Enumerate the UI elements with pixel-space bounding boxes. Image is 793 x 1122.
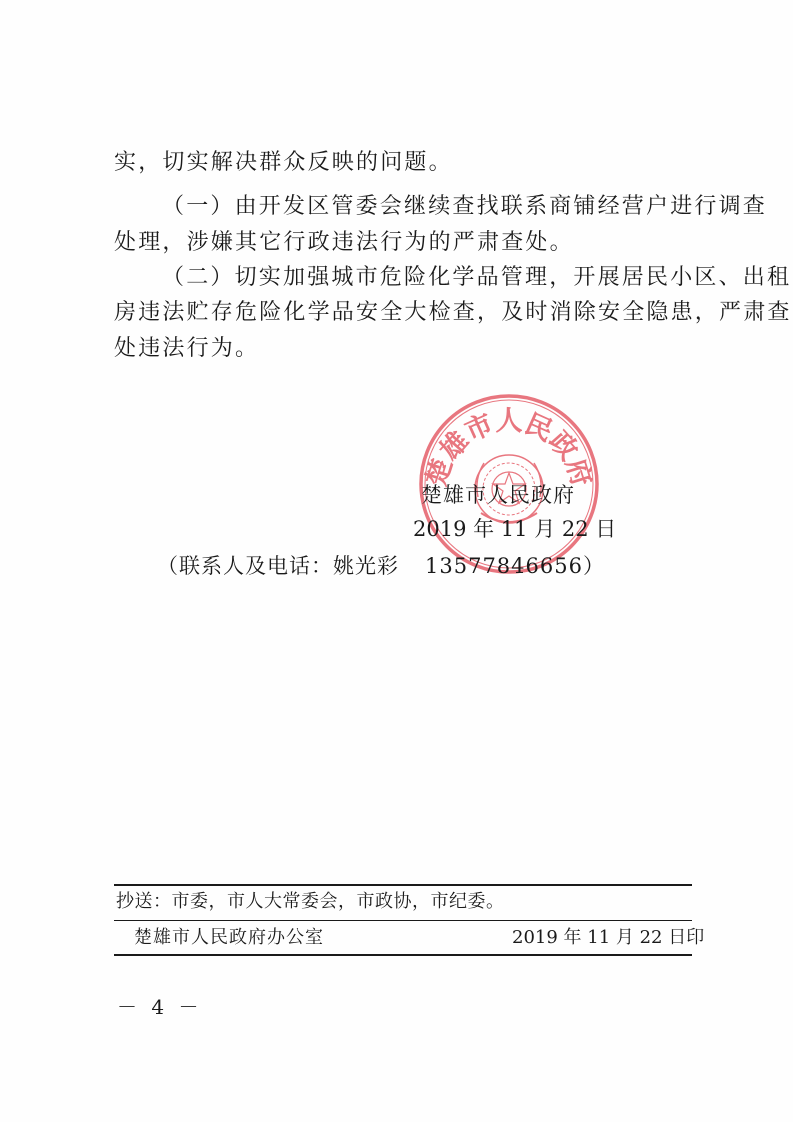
body-line-3: 处理，涉嫌其它行政违法行为的严肃查处。 xyxy=(114,230,574,255)
contact-prefix: （联系人及电话： xyxy=(157,554,333,578)
contact-phone: 13577846656 xyxy=(425,554,583,578)
cc-line: 抄送：市委，市人大常委会，市政协，市纪委。 xyxy=(116,891,505,912)
signature-date: 2019 年 11 月 22 日 xyxy=(413,517,617,541)
body-line-5: 房违法贮存危险化学品安全大检查，及时消除安全隐患，严肃查 xyxy=(114,300,792,325)
body-line-2: （一）由开发区管委会继续查找联系商铺经营户进行调查 xyxy=(162,194,768,219)
body-line-1: 实，切实解决群众反映的问题。 xyxy=(114,150,453,175)
footer-rule-top xyxy=(114,884,692,886)
body-line-4: （二）切实加强城市危险化学品管理，开展居民小区、出租 xyxy=(162,265,792,290)
body-line-6: 处违法行为。 xyxy=(114,336,260,361)
issuer: 楚雄市人民政府办公室 xyxy=(134,927,324,948)
seal-text-path: 楚雄市人民政府 xyxy=(420,406,598,491)
contact-suffix: ） xyxy=(582,554,605,578)
footer-rule-bottom xyxy=(114,954,692,956)
page-number: － 4 － xyxy=(117,995,203,1019)
contact-line xyxy=(157,551,605,581)
contact-name: 姚光彩 xyxy=(333,554,399,578)
footer-rule-middle xyxy=(114,920,692,921)
signature-organization: 楚雄市人民政府 xyxy=(421,483,575,507)
print-date: 2019 年 11 月 22 日印 xyxy=(512,927,705,948)
